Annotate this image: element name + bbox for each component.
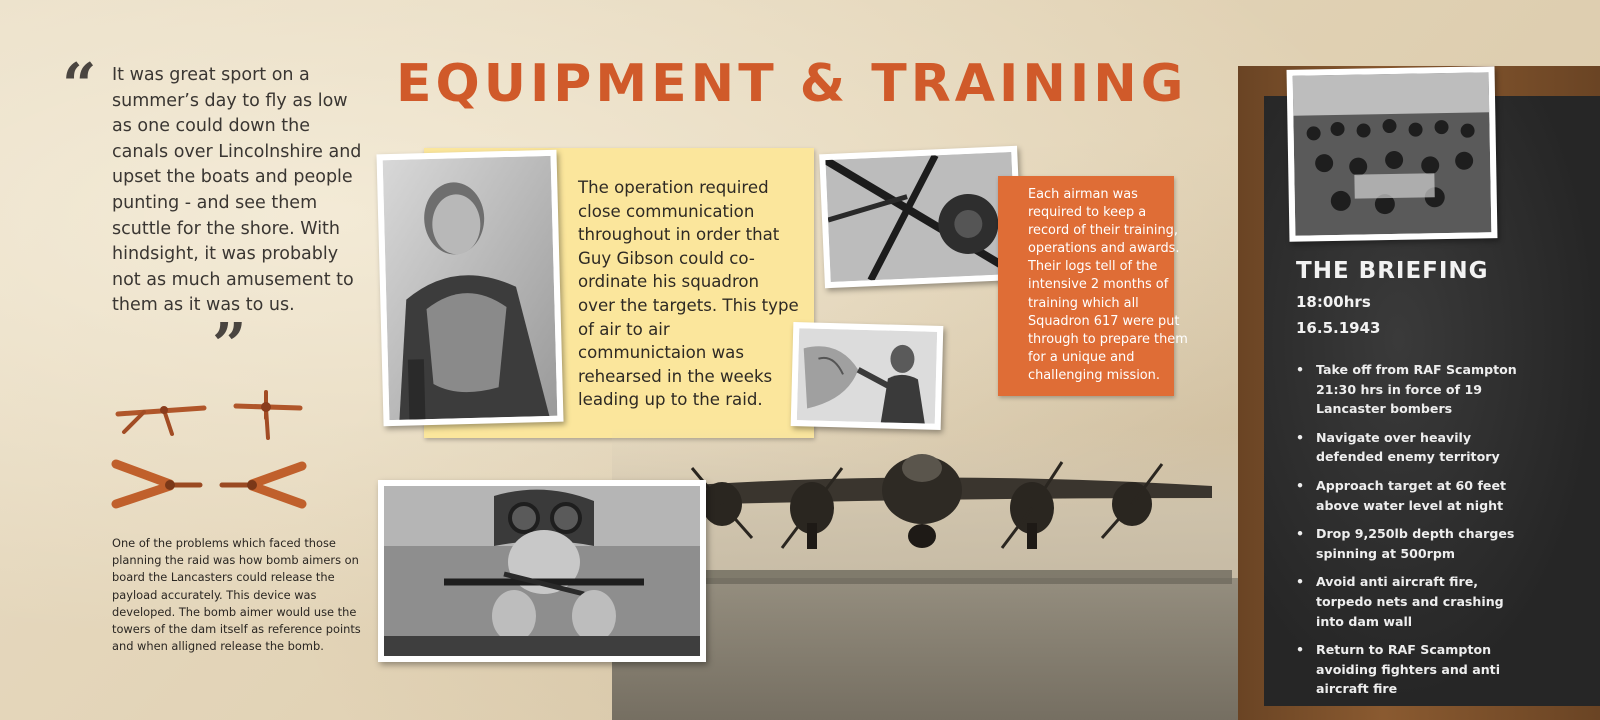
briefing-item: • Navigate over heavily defended enemy territory (1296, 429, 1500, 465)
briefing-title: THE BRIEFING (1296, 258, 1489, 284)
bullet-icon: • (1296, 429, 1305, 445)
bomb-sight-image-1 (114, 392, 210, 440)
briefing-room-photo (1287, 66, 1498, 242)
bomb-aimer-photo (378, 480, 706, 662)
bomb-sight-image-3 (110, 456, 206, 510)
pilot-portrait-photo (376, 150, 563, 427)
briefing-item: • Approach target at 60 feet above water level at night (1296, 477, 1507, 513)
bullet-icon: • (1296, 526, 1305, 542)
bomb-sight-caption: One of the problems which faced those planning the raid was how bomb aimers on board the Lancasters could release the payload accurately. This device was developed. The bomb aimer would use the towers of the dam itself as reference points and when alligned release the bomb. (112, 536, 361, 654)
briefing-time: 18:00hrs (1296, 293, 1371, 311)
pilot-quote: It was great sport on a summer’s day to fly as low as one could down the canals over Lincolnshire and upset the boats and people punting - and see them scuttle for the shore. With hindsight, it was probably not as much amusement to them as it was to us. (112, 65, 362, 316)
page-title: EQUIPMENT & TRAINING (396, 54, 1188, 114)
open-quote-icon: “ (62, 51, 97, 121)
bullet-icon: • (1296, 362, 1305, 377)
map-study-photo (791, 322, 944, 430)
briefing-list (1294, 360, 1524, 708)
bullet-icon: • (1296, 574, 1305, 590)
bullet-icon: • (1296, 642, 1305, 658)
bomb-sight-image-4 (218, 460, 308, 510)
bomb-sight-image-2 (232, 388, 304, 442)
briefing-item: • Avoid anti aircraft fire, torpedo nets and crashing into dam wall (1296, 574, 1504, 629)
close-quote-icon: ” (212, 311, 247, 381)
briefing-item: • Drop 9,250lb depth charges spinning at 500rpm (1296, 526, 1515, 561)
briefing-date: 16.5.1943 (1296, 319, 1381, 337)
briefing-item: • Take off from RAF Scampton 21:30 hrs in force of 19 Lancaster bombers (1296, 362, 1517, 417)
logbook-text: Each airman was required to keep a record of their training, operations and awards. Their logs tell of the intensive 2 months of training which all Squadron 617 were put through to prepare them for a unique and challenging mission. (1028, 187, 1188, 383)
bullet-icon: • (1296, 477, 1305, 493)
communication-text: The operation required close communication throughout in order that Guy Gibson could co-ordinate his squadron over the targets. This type of air to air communictaion was rehearsed in the weeks leading up to the raid. (578, 178, 799, 410)
briefing-item: • Return to RAF Scampton avoiding fighters and anti aircraft fire (1296, 642, 1501, 697)
cockpit-view-photo (819, 146, 1023, 289)
